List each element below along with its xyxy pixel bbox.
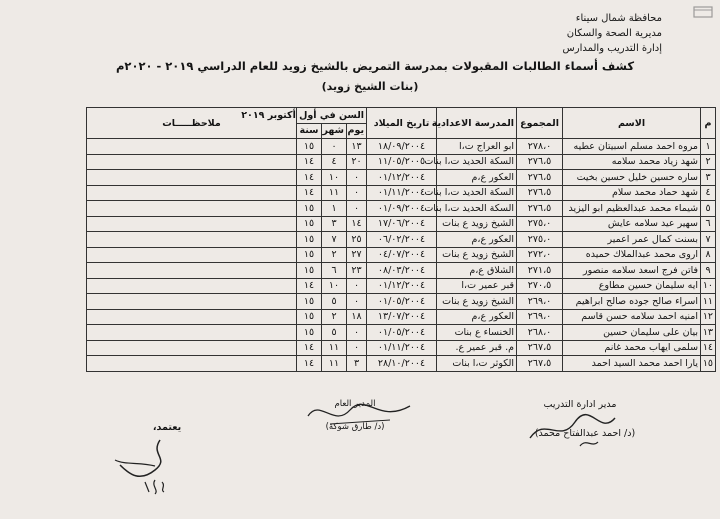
cell-notes bbox=[87, 154, 297, 170]
cell-num: ١٢ bbox=[701, 309, 716, 325]
cell-year: ١٥ bbox=[297, 201, 322, 217]
cell-year: ١٤ bbox=[297, 278, 322, 294]
cell-notes bbox=[87, 294, 297, 310]
cell-dob: ٠١/١٢/٢٠٠٤ bbox=[367, 170, 437, 186]
cell-month: ٥ bbox=[322, 294, 347, 310]
cell-school: م. قبر عمير ع. bbox=[437, 340, 517, 356]
cell-num: ٦ bbox=[701, 216, 716, 232]
training-director-signature bbox=[520, 408, 630, 453]
col-name-header: الاسم bbox=[563, 108, 701, 139]
cell-num: ١٠ bbox=[701, 278, 716, 294]
cell-dob: ٠١/١١/٢٠٠٤ bbox=[367, 185, 437, 201]
table-row bbox=[87, 139, 716, 155]
table-row bbox=[87, 170, 716, 186]
cell-year: ١٥ bbox=[297, 247, 322, 263]
cell-num: ٤ bbox=[701, 185, 716, 201]
training-director-title: مدير ادارة التدريب bbox=[543, 399, 617, 410]
cell-dob: ١٧/٠٦/٢٠٠٤ bbox=[367, 216, 437, 232]
cell-notes bbox=[87, 247, 297, 263]
cell-name: اسراء صالح جوده صالح ابراهيم bbox=[563, 294, 701, 310]
approval-signature-mark bbox=[100, 430, 190, 500]
cell-dob: ٠١/٠٥/٢٠٠٤ bbox=[367, 325, 437, 341]
cell-year: ١٥ bbox=[297, 216, 322, 232]
cell-month: ٢ bbox=[322, 247, 347, 263]
table-row bbox=[87, 278, 716, 294]
col-age-header: السن في أول أكتوبر ٢٠١٩ bbox=[297, 108, 367, 124]
cell-month: ١١ bbox=[322, 340, 347, 356]
cell-num: ٨ bbox=[701, 247, 716, 263]
cell-notes bbox=[87, 263, 297, 279]
cell-month: ١٠ bbox=[322, 170, 347, 186]
cell-name: مروه احمد مسلم اسبيتان عطيه bbox=[563, 139, 701, 155]
cell-school: السكة الحديد ت،ا بنات bbox=[437, 201, 517, 217]
general-director-name: (د/ طارق شوكة) bbox=[325, 422, 385, 432]
cell-year: ١٤ bbox=[297, 154, 322, 170]
cell-dob: ٠١/١٢/٢٠٠٤ bbox=[367, 278, 437, 294]
cell-notes bbox=[87, 216, 297, 232]
table-body bbox=[87, 139, 716, 372]
cell-dob: ٠٤/٠٧/٢٠٠٤ bbox=[367, 247, 437, 263]
cell-month: ٢ bbox=[322, 309, 347, 325]
cell-school: الشيخ زويد ع بنات bbox=[437, 247, 517, 263]
cell-month: ٦ bbox=[322, 263, 347, 279]
col-day-header: يوم bbox=[347, 123, 367, 139]
cell-dob: ٠١/١١/٢٠٠٤ bbox=[367, 340, 437, 356]
cell-num: ٩ bbox=[701, 263, 716, 279]
cell-dob: ٠٨/٠٣/٢٠٠٤ bbox=[367, 263, 437, 279]
cell-day: ٠ bbox=[347, 278, 367, 294]
cell-school: الشلاق ع،م bbox=[437, 263, 517, 279]
table-row bbox=[87, 309, 716, 325]
cell-name: فاتن فرج اسعد سلامه منصور bbox=[563, 263, 701, 279]
training-director-name: (د/ احمد عبدالفتاح محمد) bbox=[534, 428, 636, 439]
cell-school: السكة الحديد ت،ا بنات bbox=[437, 154, 517, 170]
cell-num: ٣ bbox=[701, 170, 716, 186]
cell-total: ٢٧٦،٥ bbox=[517, 201, 563, 217]
cell-day: ٠ bbox=[347, 340, 367, 356]
cell-school: الكوثر ت،ا بنات bbox=[437, 356, 517, 372]
cell-year: ١٥ bbox=[297, 139, 322, 155]
cell-day: ٠ bbox=[347, 325, 367, 341]
header-governorate: محافظة شمال سيناء bbox=[575, 13, 662, 24]
cell-name: سلمى ايهاب محمد غانم bbox=[563, 340, 701, 356]
cell-day: ٠ bbox=[347, 185, 367, 201]
window-corner-icon bbox=[692, 4, 714, 20]
approval-label: يعتمد، bbox=[152, 422, 182, 433]
table-row bbox=[87, 232, 716, 248]
cell-month: ٤ bbox=[322, 154, 347, 170]
cell-total: ٢٧٥،٠ bbox=[517, 232, 563, 248]
table-row bbox=[87, 356, 716, 372]
table-row bbox=[87, 263, 716, 279]
cell-dob: ١٣/٠٧/٢٠٠٤ bbox=[367, 309, 437, 325]
cell-month: ٥ bbox=[322, 325, 347, 341]
col-num-header: م bbox=[701, 108, 716, 139]
cell-year: ١٤ bbox=[297, 356, 322, 372]
cell-year: ١٤ bbox=[297, 340, 322, 356]
cell-dob: ٢٨/١٠/٢٠٠٤ bbox=[367, 356, 437, 372]
cell-name: اروى محمد عبدالملاك حميده bbox=[563, 247, 701, 263]
header-department: إدارة التدريب والمدارس bbox=[562, 43, 662, 54]
col-dob-header: تاريخ الميلاد bbox=[367, 108, 437, 139]
cell-year: ١٥ bbox=[297, 294, 322, 310]
table-row bbox=[87, 325, 716, 341]
cell-month: ١١ bbox=[322, 185, 347, 201]
cell-notes bbox=[87, 170, 297, 186]
cell-month: ١٠ bbox=[322, 278, 347, 294]
cell-name: شيماء محمد عبدالعظيم ابو اليزيد bbox=[563, 201, 701, 217]
cell-day: ٢٥ bbox=[347, 232, 367, 248]
cell-year: ١٥ bbox=[297, 309, 322, 325]
students-table bbox=[86, 107, 716, 372]
table-header-row bbox=[87, 108, 716, 124]
cell-year: ١٤ bbox=[297, 170, 322, 186]
cell-school: السكة الحديد ت،ا بنات bbox=[437, 185, 517, 201]
cell-notes bbox=[87, 340, 297, 356]
cell-total: ٢٦٨،٠ bbox=[517, 325, 563, 341]
cell-total: ٢٦٩،٠ bbox=[517, 309, 563, 325]
general-director-signature bbox=[300, 394, 420, 434]
cell-total: ٢٧٦،٥ bbox=[517, 154, 563, 170]
cell-name: بيان على سليمان حسين bbox=[563, 325, 701, 341]
table-row bbox=[87, 216, 716, 232]
cell-day: ٠ bbox=[347, 201, 367, 217]
cell-school: الشيخ زويد ع بنات bbox=[437, 294, 517, 310]
cell-total: ٢٧٦،٥ bbox=[517, 185, 563, 201]
cell-day: ٢٣ bbox=[347, 263, 367, 279]
cell-year: ١٥ bbox=[297, 232, 322, 248]
col-total-header: المجموع bbox=[517, 108, 563, 139]
cell-month: ١ bbox=[322, 201, 347, 217]
cell-num: ١١ bbox=[701, 294, 716, 310]
cell-name: ساره حسين خليل حسين بخيت bbox=[563, 170, 701, 186]
cell-day: ٠ bbox=[347, 294, 367, 310]
cell-num: ١٣ bbox=[701, 325, 716, 341]
cell-year: ١٥ bbox=[297, 263, 322, 279]
cell-year: ١٥ bbox=[297, 325, 322, 341]
table-row bbox=[87, 201, 716, 217]
cell-name: يارا احمد محمد السيد احمد bbox=[563, 356, 701, 372]
cell-school: قبر عمير ت،ا bbox=[437, 278, 517, 294]
table-row bbox=[87, 185, 716, 201]
cell-notes bbox=[87, 309, 297, 325]
cell-total: ٢٧٢،٠ bbox=[517, 247, 563, 263]
col-notes-header: ملاحظـــــات bbox=[87, 108, 297, 139]
cell-day: ١٣ bbox=[347, 139, 367, 155]
cell-name: بسنت كمال عمر اعمير bbox=[563, 232, 701, 248]
cell-dob: ١١/٠٥/٢٠٠٥ bbox=[367, 154, 437, 170]
cell-day: ٢٧ bbox=[347, 247, 367, 263]
cell-day: ٣ bbox=[347, 356, 367, 372]
cell-name: شهد زياد محمد سلامه bbox=[563, 154, 701, 170]
cell-dob: ٠١/٠٩/٢٠٠٤ bbox=[367, 201, 437, 217]
cell-notes bbox=[87, 325, 297, 341]
cell-num: ١٤ bbox=[701, 340, 716, 356]
col-year-header: سنة bbox=[297, 123, 322, 139]
cell-month: ٧ bbox=[322, 232, 347, 248]
cell-total: ٢٧١،٥ bbox=[517, 263, 563, 279]
cell-name: امنيه احمد سلامه حسن قاسم bbox=[563, 309, 701, 325]
cell-name: سهير عيد سلامه عايش bbox=[563, 216, 701, 232]
cell-total: ٢٧٥،٠ bbox=[517, 216, 563, 232]
cell-school: ابو العراج ت،ا bbox=[437, 139, 517, 155]
cell-total: ٢٧٠،٥ bbox=[517, 278, 563, 294]
cell-notes bbox=[87, 185, 297, 201]
cell-school: الخنساء ع بنات bbox=[437, 325, 517, 341]
cell-num: ٢ bbox=[701, 154, 716, 170]
cell-school: العكور ع،م bbox=[437, 170, 517, 186]
table-row bbox=[87, 294, 716, 310]
cell-notes bbox=[87, 139, 297, 155]
cell-school: العكور ع،م bbox=[437, 232, 517, 248]
cell-month: ٣ bbox=[322, 216, 347, 232]
cell-month: ١١ bbox=[322, 356, 347, 372]
cell-day: ٠ bbox=[347, 170, 367, 186]
cell-year: ١٤ bbox=[297, 185, 322, 201]
cell-total: ٢٧٨،٠ bbox=[517, 139, 563, 155]
cell-dob: ١٨/٠٩/٢٠٠٤ bbox=[367, 139, 437, 155]
cell-total: ٢٧٦،٥ bbox=[517, 170, 563, 186]
cell-dob: ٠١/٠٥/٢٠٠٤ bbox=[367, 294, 437, 310]
cell-total: ٢٦٧،٥ bbox=[517, 356, 563, 372]
cell-num: ٧ bbox=[701, 232, 716, 248]
col-school-header: المدرسة الاعدادية bbox=[437, 108, 517, 139]
general-director-title: المدير العام bbox=[334, 399, 376, 409]
cell-day: ١٤ bbox=[347, 216, 367, 232]
cell-school: الشيخ زويد ع بنات bbox=[437, 216, 517, 232]
cell-num: ٥ bbox=[701, 201, 716, 217]
document-title: كشف أسماء الطالبات المقبولات بمدرسة التمريض بالشيخ زويد للعام الدراسي ٢٠١٩ - ٢٠٢٠م bbox=[115, 59, 635, 73]
cell-notes bbox=[87, 356, 297, 372]
cell-notes bbox=[87, 278, 297, 294]
cell-num: ١ bbox=[701, 139, 716, 155]
table-row bbox=[87, 340, 716, 356]
cell-name: شهد حماد محمد سلام bbox=[563, 185, 701, 201]
table-row bbox=[87, 247, 716, 263]
cell-dob: ٠٦/٠٢/٢٠٠٤ bbox=[367, 232, 437, 248]
cell-day: ٢٠ bbox=[347, 154, 367, 170]
document-subtitle: (بنات الشيخ زويد) bbox=[321, 80, 419, 93]
col-month-header: شهر bbox=[322, 123, 347, 139]
header-directorate: مديرية الصحة والسكان bbox=[566, 28, 662, 39]
cell-school: العكور ع،م bbox=[437, 309, 517, 325]
cell-notes bbox=[87, 232, 297, 248]
cell-name: ايه سليمان حسين مطاوع bbox=[563, 278, 701, 294]
cell-num: ١٥ bbox=[701, 356, 716, 372]
cell-day: ١٨ bbox=[347, 309, 367, 325]
cell-total: ٢٦٧،٥ bbox=[517, 340, 563, 356]
table-row bbox=[87, 154, 716, 170]
cell-month: ٠ bbox=[322, 139, 347, 155]
cell-total: ٢٦٩،٠ bbox=[517, 294, 563, 310]
cell-notes bbox=[87, 201, 297, 217]
